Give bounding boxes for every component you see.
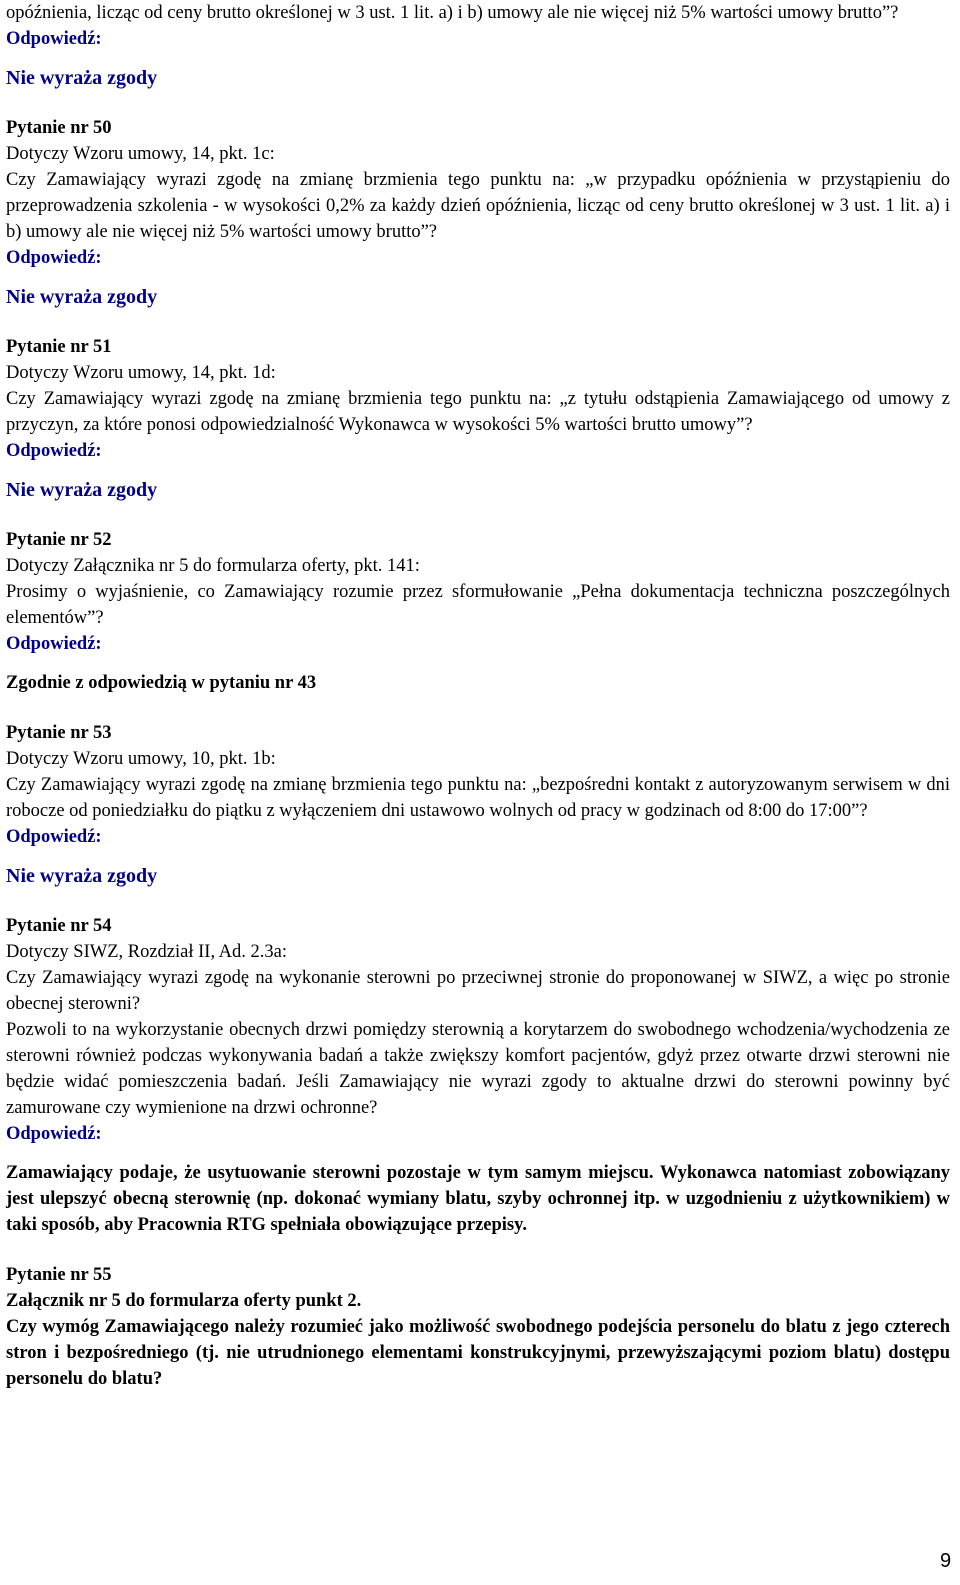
question-reference: Załącznik nr 5 do formularza oferty punkt 2. [6, 1291, 362, 1311]
answer-text: Zgodnie z odpowiedzią w pytaniu nr 43 [6, 673, 317, 693]
question-reference: Dotyczy Wzoru umowy, 14, pkt. 1d: [6, 363, 276, 383]
question-body: Czy wymóg Zamawiającego należy rozumieć jako możliwość swobodnego podejścia personelu do blatu z jego czterech stron i bezpośredniego (tj. nie utrudnionego elementami konstrukcyjnymi, przewyższającymi poziom blatu) dostępu personelu do blatu? [6, 1317, 950, 1389]
answer-label: Odpowiedź: [6, 634, 102, 654]
question-reference: Dotyczy Załącznika nr 5 do formularza oferty, pkt. 141: [6, 556, 420, 576]
question-reference: Dotyczy SIWZ, Rozdział II, Ad. 2.3a: [6, 942, 288, 962]
question-title: Pytanie nr 50 [6, 118, 112, 138]
answer-label: Odpowiedź: [6, 248, 102, 268]
question-reference: Dotyczy Wzoru umowy, 14, pkt. 1c: [6, 144, 275, 164]
answer-label: Odpowiedź: [6, 29, 102, 49]
question-title: Pytanie nr 51 [6, 337, 112, 357]
question-body: Prosimy o wyjaśnienie, co Zamawiający rozumie przez sformułowanie „Pełna dokumentacja techniczna poszczególnych elementów”? [6, 582, 950, 628]
continuation-text: opóźnienia, licząc od ceny brutto określonej w 3 ust. 1 lit. a) i b) umowy ale nie więcej niż 5% wartości umowy brutto”? [6, 3, 899, 23]
answer-text: Zamawiający podaje, że usytuowanie sterowni pozostaje w tym samym miejscu. Wykonawca natomiast zobowiązany jest ulepszyć obecną sterownię (np. dokonać wymiany blatu, szyby ochronnej itp. w uzgodnieniu z użytkownikiem) w taki sposób, aby Pracownia RTG spełniała obowiązujące przepisy. [6, 1163, 950, 1235]
question-body: Czy Zamawiający wyrazi zgodę na zmianę brzmienia tego punktu na: „bezpośredni kontakt z autoryzowanym serwisem w dni robocze od poniedziałku do piątku z wyłączeniem dni ustawowo wolnych od pracy w godzinach od 8:00 do 17:00”? [6, 775, 950, 821]
question-title: Pytanie nr 53 [6, 723, 112, 743]
question-body: Pozwoli to na wykorzystanie obecnych drzwi pomiędzy sterownią a korytarzem do swobodnego wchodzenia/wychodzenia ze sterowni również podczas wykonywania badań a także zwiększy komfort pacjentów, gdyż przez otwarte drzwi sterowni nie będzie widać pomieszczenia badań. Jeśli Zamawiający nie wyrazi zgody to aktualne drzwi do sterowni powinny być zamurowane czy wymienione na drzwi ochronne? [6, 1020, 950, 1118]
answer-text: Nie wyraża zgody [6, 67, 158, 89]
question-body: Czy Zamawiający wyrazi zgodę na wykonanie sterowni po przeciwnej stronie do proponowanej w SIWZ, a więc po stronie obecnej sterowni? [6, 968, 950, 1014]
document-page [6, 0, 950, 1392]
answer-label: Odpowiedź: [6, 1124, 102, 1144]
answer-label: Odpowiedź: [6, 827, 102, 847]
question-title: Pytanie nr 52 [6, 530, 112, 550]
question-reference: Dotyczy Wzoru umowy, 10, pkt. 1b: [6, 749, 276, 769]
answer-label: Odpowiedź: [6, 441, 102, 461]
answer-text: Nie wyraża zgody [6, 865, 158, 887]
question-body: Czy Zamawiający wyrazi zgodę na zmianę brzmienia tego punktu na: „z tytułu odstąpienia Zamawiającego od umowy z przyczyn, za które ponosi odpowiedzialność Wykonawca w wysokości 5% wartości brutto umowy”? [6, 389, 950, 435]
question-title: Pytanie nr 54 [6, 916, 112, 936]
question-body: Czy Zamawiający wyrazi zgodę na zmianę brzmienia tego punktu na: „w przypadku opóźnienia w przystąpieniu do przeprowadzenia szkolenia - w wysokości 0,2% za każdy dzień opóźnienia, licząc od ceny brutto określonej w 3 ust. 1 lit. a) i b) umowy ale nie więcej niż 5% wartości umowy brutto”? [6, 170, 950, 242]
answer-text: Nie wyraża zgody [6, 479, 158, 501]
question-title: Pytanie nr 55 [6, 1265, 112, 1285]
page-number: 9 [940, 1550, 952, 1572]
answer-text: Nie wyraża zgody [6, 286, 158, 308]
